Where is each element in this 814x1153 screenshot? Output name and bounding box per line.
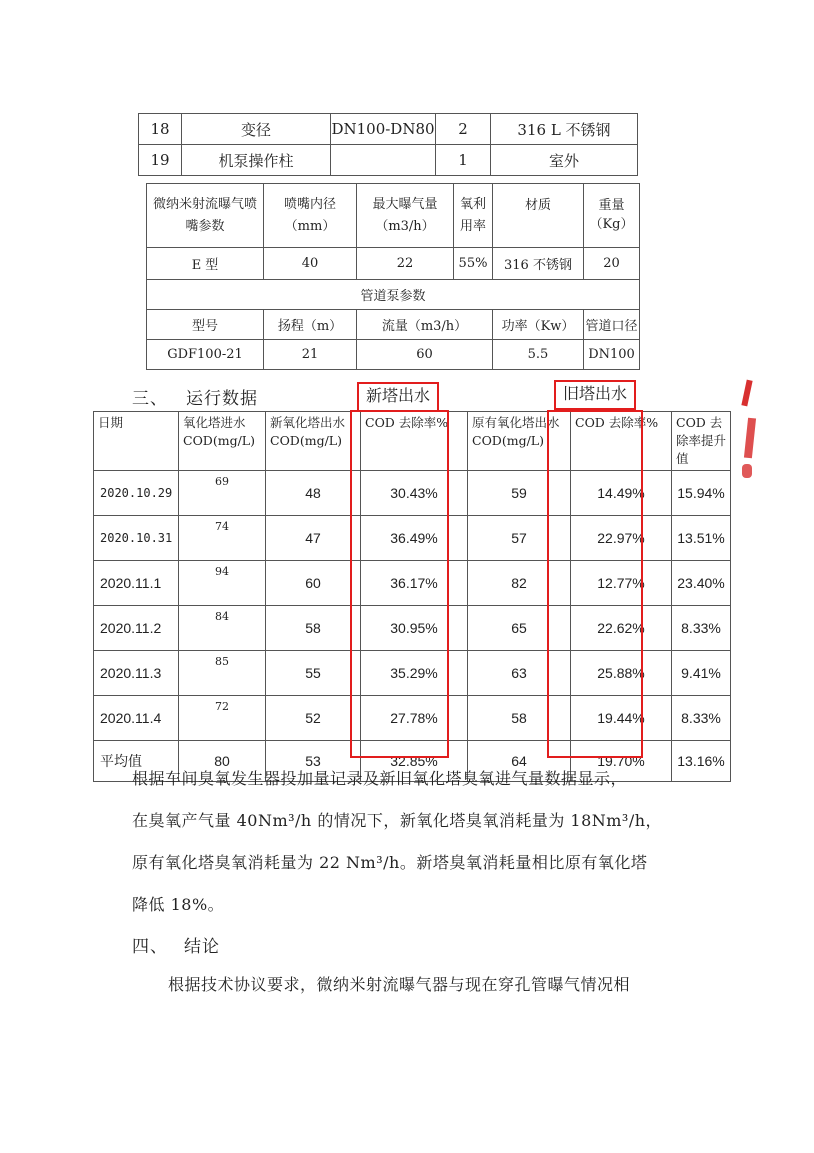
parts-table — [138, 113, 638, 176]
cell-inlet: 94 — [179, 561, 266, 606]
cell-material: 316 L 不锈钢 — [491, 114, 638, 145]
cell: GDF100-21 — [147, 340, 264, 370]
cell-new-rate: 35.29% — [361, 651, 468, 696]
cell-old-out: 59 — [468, 471, 571, 516]
cell-old-rate: 19.44% — [571, 696, 672, 741]
header-cell: 氧利用率 — [454, 184, 493, 248]
header-inlet-cod: 氧化塔进水COD(mg/L) — [179, 412, 266, 471]
header-date: 日期 — [94, 412, 179, 471]
cell-date: 2020.10.29 — [94, 471, 179, 516]
cell-old-out: 57 — [468, 516, 571, 561]
cell-date: 2020.11.3 — [94, 651, 179, 696]
cell-new-out: 52 — [266, 696, 361, 741]
old-tower-label: 旧塔出水 — [554, 380, 636, 410]
table-row — [139, 114, 638, 145]
paragraph-line: 根据车间臭氧发生器投加量记录及新旧氧化塔臭氧进气量数据显示， — [132, 769, 628, 788]
cell-new-rate: 36.17% — [361, 561, 468, 606]
header-cell: 喷嘴内径（mm） — [264, 184, 357, 248]
cell-gain: 13.16% — [672, 741, 731, 782]
cell: 5.5 — [493, 340, 584, 370]
cell-new-out: 58 — [266, 606, 361, 651]
section-number: 四、 — [132, 937, 168, 957]
cell-gain: 8.33% — [672, 696, 731, 741]
cell-old-out: 64 — [468, 741, 571, 782]
cell-date: 2020.11.1 — [94, 561, 179, 606]
cell-spec — [331, 145, 436, 176]
table-row — [147, 248, 640, 280]
header-cell: 重量（Kg） — [584, 184, 640, 248]
cell-new-out: 48 — [266, 471, 361, 516]
cell-name: 机泵操作柱 — [182, 145, 331, 176]
cell-new-out: 60 — [266, 561, 361, 606]
cell-qty: 2 — [436, 114, 491, 145]
old-tower-highlight-box — [547, 410, 643, 758]
cell-new-out: 53 — [266, 741, 361, 782]
cell-old-rate: 19.70% — [571, 741, 672, 782]
cell-inlet: 85 — [179, 651, 266, 696]
cell-new-out: 55 — [266, 651, 361, 696]
cell-old-out: 58 — [468, 696, 571, 741]
header-cell: 材质 — [493, 184, 584, 248]
cell-gain: 9.41% — [672, 651, 731, 696]
header-cell: 最大曝气量（m3/h） — [357, 184, 454, 248]
cell-date: 平均值 — [94, 741, 179, 782]
cell-old-rate: 22.97% — [571, 516, 672, 561]
cell-inlet: 74 — [179, 516, 266, 561]
cell-new-rate: 36.49% — [361, 516, 468, 561]
cell-inlet: 84 — [179, 606, 266, 651]
cell-gain: 13.51% — [672, 516, 731, 561]
header-cell: 型号 — [147, 310, 264, 340]
cell-no: 19 — [139, 145, 182, 176]
cell-new-out: 47 — [266, 516, 361, 561]
header-cell: 管道口径 — [584, 310, 640, 340]
cell-spec: DN100-DN80 — [331, 114, 436, 145]
cell-date: 2020.10.31 — [94, 516, 179, 561]
cell: 21 — [264, 340, 357, 370]
section-heading-3 — [132, 384, 258, 409]
header-new-outlet-cod: 新氧化塔出水COD(mg/L) — [266, 412, 361, 471]
section-title: 运行数据 — [186, 389, 258, 409]
cell-new-rate: 30.43% — [361, 471, 468, 516]
paragraph-line: 降低 18%。 — [132, 895, 225, 914]
seal-fragment — [741, 380, 752, 407]
cell-old-rate: 22.62% — [571, 606, 672, 651]
cell-date: 2020.11.2 — [94, 606, 179, 651]
cell: 316 不锈钢 — [493, 248, 584, 280]
header-cell: 微纳米射流曝气喷嘴参数 — [147, 184, 264, 248]
cell-new-rate: 32.85% — [361, 741, 468, 782]
conclusion-text: 根据技术协议要求，微纳米射流曝气器与现在穿孔管曝气情况相 — [168, 975, 631, 994]
seal-fragment — [744, 418, 756, 459]
pump-title-row — [147, 280, 640, 310]
cell-inlet: 80 — [179, 741, 266, 782]
cell-new-rate: 30.95% — [361, 606, 468, 651]
cell-gain: 15.94% — [672, 471, 731, 516]
pump-header-row — [147, 310, 640, 340]
cell: 55% — [454, 248, 493, 280]
header-old-removal-rate: COD 去除率% — [571, 412, 672, 471]
cell: 22 — [357, 248, 454, 280]
cell-old-rate: 25.88% — [571, 651, 672, 696]
cell-date: 2020.11.4 — [94, 696, 179, 741]
new-tower-highlight-box — [350, 410, 449, 758]
pump-title: 管道泵参数 — [147, 280, 640, 310]
cell-inlet: 72 — [179, 696, 266, 741]
header-cell: 功率（Kw） — [493, 310, 584, 340]
paragraph-line: 在臭氧产气量 40Nm³/h 的情况下，新氧化塔臭氧消耗量为 18Nm³/h， — [132, 811, 663, 830]
cell-gain: 8.33% — [672, 606, 731, 651]
table-row — [139, 145, 638, 176]
cell-gain: 23.40% — [672, 561, 731, 606]
section-number: 三、 — [132, 389, 168, 409]
cell-qty: 1 — [436, 145, 491, 176]
cell: 60 — [357, 340, 493, 370]
cell-old-rate: 12.77% — [571, 561, 672, 606]
cell-old-rate: 14.49% — [571, 471, 672, 516]
pump-row — [147, 340, 640, 370]
cell-new-rate: 27.78% — [361, 696, 468, 741]
cell-material: 室外 — [491, 145, 638, 176]
cell: 40 — [264, 248, 357, 280]
header-cell: 扬程（m） — [264, 310, 357, 340]
header-rate-gain: COD 去除率提升值 — [672, 412, 731, 471]
cell-name: 变径 — [182, 114, 331, 145]
header-old-outlet-cod: 原有氧化塔出水COD(mg/L) — [468, 412, 571, 471]
header-cell: 流量（m3/h） — [357, 310, 493, 340]
seal-fragment — [742, 464, 752, 478]
table-header-row — [147, 184, 640, 248]
cell-old-out: 65 — [468, 606, 571, 651]
new-tower-label: 新塔出水 — [357, 382, 439, 412]
cell-inlet: 69 — [179, 471, 266, 516]
cell: 20 — [584, 248, 640, 280]
cell: DN100 — [584, 340, 640, 370]
nozzle-pump-table — [146, 183, 640, 370]
section-heading-4 — [132, 932, 220, 957]
cell-old-out: 82 — [468, 561, 571, 606]
section-title: 结论 — [184, 937, 220, 957]
cell-no: 18 — [139, 114, 182, 145]
cell-old-out: 63 — [468, 651, 571, 696]
header-new-removal-rate: COD 去除率% — [361, 412, 468, 471]
cell: E 型 — [147, 248, 264, 280]
paragraph-line: 原有氧化塔臭氧消耗量为 22 Nm³/h。新塔臭氧消耗量相比原有氧化塔 — [132, 853, 648, 872]
